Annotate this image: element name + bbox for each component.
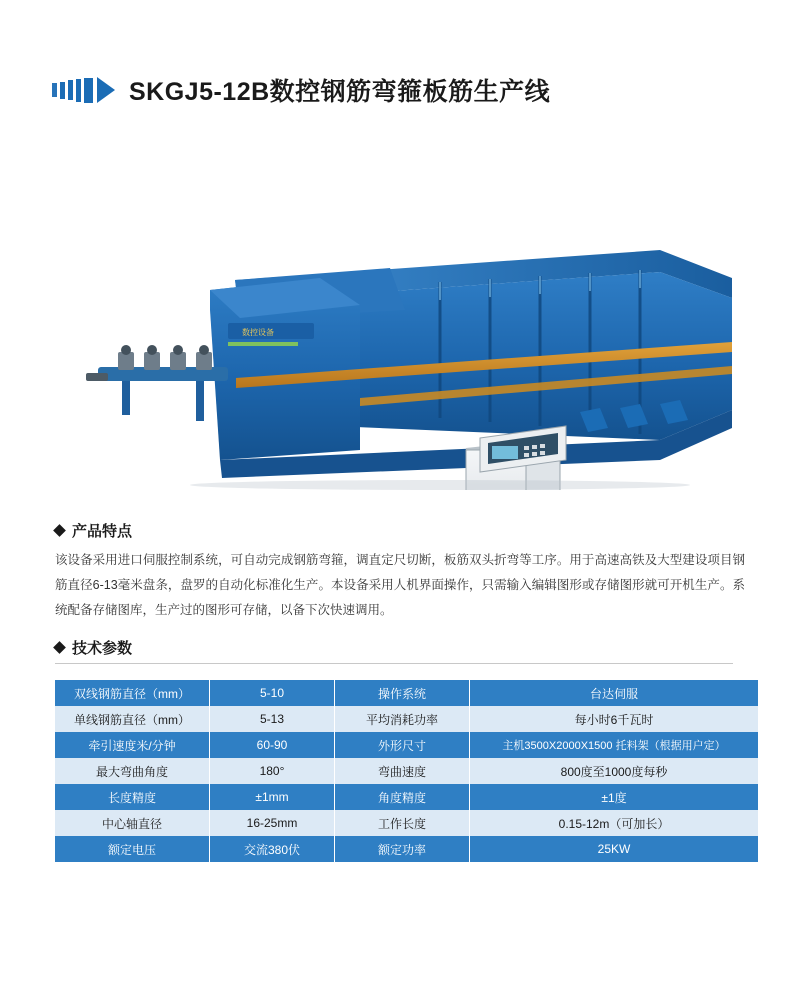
spec-value: 每小时6千瓦时 — [470, 706, 759, 732]
spec-value: 主机3500X2000X1500 托料架（根据用户定） — [470, 732, 759, 758]
page-title: SKGJ5-12B数控钢筋弯箍板筋生产线 — [129, 78, 551, 106]
table-row — [55, 680, 758, 706]
table-row — [55, 758, 758, 784]
spec-label: 工作长度 — [335, 810, 470, 836]
diamond-bullet-icon — [53, 641, 66, 654]
spec-value: 5-13 — [210, 706, 335, 732]
specs-divider — [55, 663, 733, 664]
spec-label: 中心轴直径 — [55, 810, 210, 836]
arrow-logo-icon — [52, 77, 115, 103]
features-body: 该设备采用进口伺服控制系统，可自动完成钢筋弯箍，调直定尺切断，板筋双头折弯等工序。用于高速高铁及大型建设项目钢筋直径6-13毫米盘条，盘罗的自动化标准化生产。本设备采用人机界面操作，只需输入编辑图形或存储图形就可开机生产。系统配备存储图库，生产过的图形可存储，以备下次快速调用。 — [55, 553, 745, 617]
page-header — [52, 72, 550, 108]
spec-label: 单线钢筋直径（mm） — [55, 706, 210, 732]
spec-label: 最大弯曲角度 — [55, 758, 210, 784]
spec-value: 交流380伏 — [210, 836, 335, 862]
features-heading — [55, 520, 132, 541]
spec-label: 牵引速度米/分钟 — [55, 732, 210, 758]
product-image — [60, 160, 750, 490]
spec-value: 5-10 — [210, 680, 335, 706]
spec-value: 800度至1000度每秒 — [470, 758, 759, 784]
spec-label: 操作系统 — [335, 680, 470, 706]
spec-label: 平均消耗功率 — [335, 706, 470, 732]
spec-value: 25KW — [470, 836, 759, 862]
table-row — [55, 810, 758, 836]
spec-value: 台达伺服 — [470, 680, 759, 706]
spec-label: 双线钢筋直径（mm） — [55, 680, 210, 706]
spec-value: ±1mm — [210, 784, 335, 810]
table-row — [55, 732, 758, 758]
diamond-bullet-icon — [53, 524, 66, 537]
spec-label: 角度精度 — [335, 784, 470, 810]
table-row — [55, 706, 758, 732]
spec-value: 16-25mm — [210, 810, 335, 836]
specs-heading — [55, 637, 132, 658]
specs-heading-label: 技术参数 — [72, 640, 133, 657]
features-heading-label: 产品特点 — [72, 523, 133, 540]
spec-label: 额定电压 — [55, 836, 210, 862]
spec-label: 弯曲速度 — [335, 758, 470, 784]
spec-label: 外形尺寸 — [335, 732, 470, 758]
spec-value: 180° — [210, 758, 335, 784]
spec-label: 额定功率 — [335, 836, 470, 862]
table-row — [55, 784, 758, 810]
specs-table — [55, 680, 758, 862]
svg-text:数控设备: 数控设备 — [242, 328, 274, 337]
table-row — [55, 836, 758, 862]
spec-label: 长度精度 — [55, 784, 210, 810]
spec-value: ±1度 — [470, 784, 759, 810]
spec-value: 60-90 — [210, 732, 335, 758]
spec-value: 0.15-12m（可加长） — [470, 810, 759, 836]
